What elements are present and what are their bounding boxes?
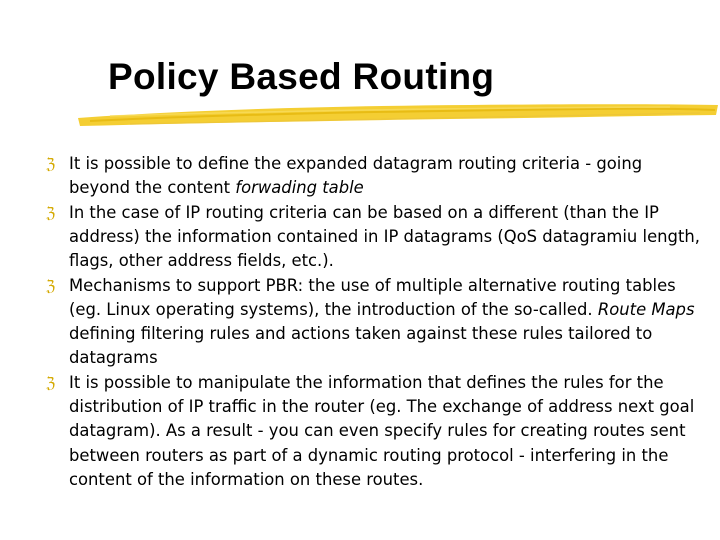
slide-title: Policy Based Routing <box>108 56 495 97</box>
bullet-item <box>46 274 708 371</box>
bullet-text: Mechanisms to support PBR: the use of multiple alternative routing tables (eg. Linux operating systems), the introduction of the so-called. <box>69 275 676 319</box>
z-bullet-icon: ℨ <box>46 276 56 295</box>
bullet-emphasis: Route Maps <box>597 300 695 319</box>
bullet-text: It is possible to manipulate the information that defines the rules for the distribution of IP traffic in the router (eg. The exchange of address next goal datagram). As a result - you can even specify rules for creating routes sent between routers as part of a dynamic routing protocol - interfering in the content of the information on these routes. <box>69 373 695 489</box>
bullet-text-after: defining filtering rules and actions taken against these rules tailored to datagrams <box>69 324 653 368</box>
bullet-item <box>46 371 708 492</box>
bullet-text: In the case of IP routing criteria can be based on a different (than the IP address) the information contained in IP datagrams (QoS datagramiu length, flags, other address fields, etc.). <box>69 202 700 271</box>
bullet-text: It is possible to define the expanded datagram routing criteria - going beyond the content <box>69 154 643 198</box>
bullet-item <box>46 201 708 274</box>
title-underline-brushstroke <box>70 96 720 136</box>
z-bullet-icon: ℨ <box>46 203 56 222</box>
z-bullet-icon: ℨ <box>46 374 56 392</box>
bullet-item <box>46 152 708 200</box>
bullet-emphasis: forwading table <box>235 178 364 198</box>
bullet-list <box>46 152 708 492</box>
z-bullet-icon: ℨ <box>46 155 56 173</box>
